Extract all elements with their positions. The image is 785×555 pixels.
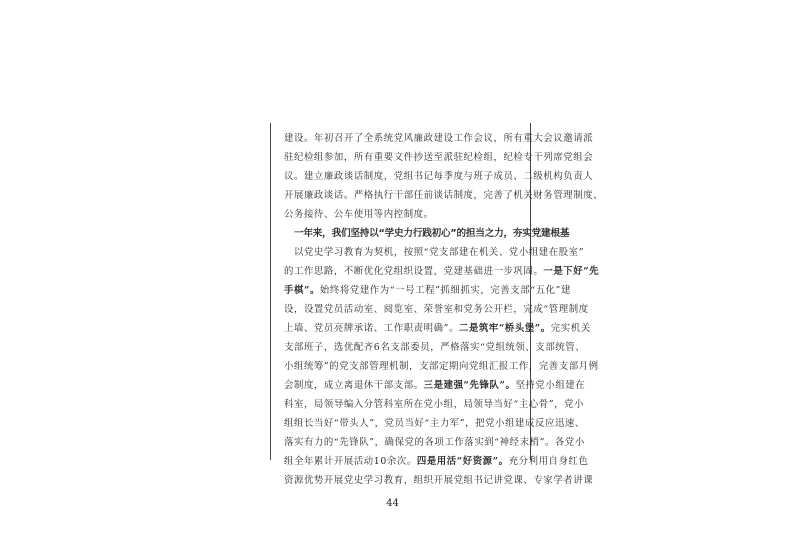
paragraph-line: [284, 452, 589, 471]
document-body: [284, 129, 604, 490]
paragraph-line: [284, 281, 571, 300]
paragraph-line: [284, 376, 586, 395]
emphasis-text: 一是下好“先: [543, 266, 600, 277]
paragraph-line: 以党史学习教育为契机，按照“党支部建在机关、党小组建在股室”: [294, 247, 585, 258]
paragraph-line: 组组长当好“带头人”，党员当好“主力军”，把党小组建成反应迅速、: [284, 418, 585, 429]
paragraph-line: 开展廉政谈话。严格执行干部任前谈话制度，完善了机关财务管理制度、: [284, 190, 604, 201]
emphasis-text: 手棋”。: [284, 285, 320, 296]
paragraph-line: 设，设置党员活动室、阅览室、荣誉室和党务公开栏，完成“管理制度: [284, 304, 589, 315]
line-text: 组全年累计开展活动10余次。: [284, 456, 417, 467]
line-text: 会制度，成立离退休干部支部。: [284, 380, 424, 391]
line-text: 始终将党建作为“一号工程”抓细抓实，完善支部“五化”建: [319, 285, 571, 296]
line-text: 坚持党小组建在: [515, 380, 586, 391]
paragraph-line: 支部班子，选优配齐6名支部委员，严格落实“党组统领、支部统管、: [284, 342, 586, 353]
line-text: 完实机关: [550, 323, 591, 334]
section-heading: 一年来，我们坚持以“学史力行践初心”的担当之力，夯实党建根基: [294, 228, 570, 239]
paragraph-line: [284, 319, 591, 338]
paragraph-line: 落实有力的“先锋队”，确保党的各项工作落实到“神经末梢”。各党小: [284, 437, 585, 448]
page-number: 44: [386, 498, 399, 509]
paragraph-line: 科室，局领导编入分管科室所在党小组，局领导当好“主心骨”，党小: [284, 399, 585, 410]
paragraph-line: 小组统筹”的党支部管理机制，支部定期向党组汇报工作，完善支部月例: [284, 361, 599, 372]
line-text: 充分利用自身红色: [508, 456, 589, 467]
paragraph-line: 议。建立廉政谈话制度，党组书记每季度与班子成员、二级机构负责人: [284, 171, 594, 182]
emphasis-text: 三是建强“先锋队”。: [423, 380, 516, 391]
paragraph-line: 资源优势开展党史学习教育，组织开展党组书记讲党课、专家学者讲课: [284, 475, 594, 486]
paragraph-line: [284, 262, 600, 281]
line-text: 的工作思路，不断优化党组织设置，党建基础进一步巩固。: [284, 266, 544, 277]
line-text: 上墙、党员亮牌承诺、工作职责明确”。: [284, 323, 459, 334]
paragraph-line: 驻纪检组参加，所有重要文件抄送至派驻纪检组，纪检专干列席党组会: [284, 152, 594, 163]
emphasis-text: 二是筑牢“桥头堡”。: [458, 323, 551, 334]
paragraph-line: 建设。年初召开了全系统党风廉政建设工作会议，所有重大会议邀请派: [284, 133, 594, 144]
paragraph-line: 公务接待、公车使用等内控制度。: [284, 209, 434, 220]
emphasis-text: 四是用活“好资源”。: [416, 456, 509, 467]
